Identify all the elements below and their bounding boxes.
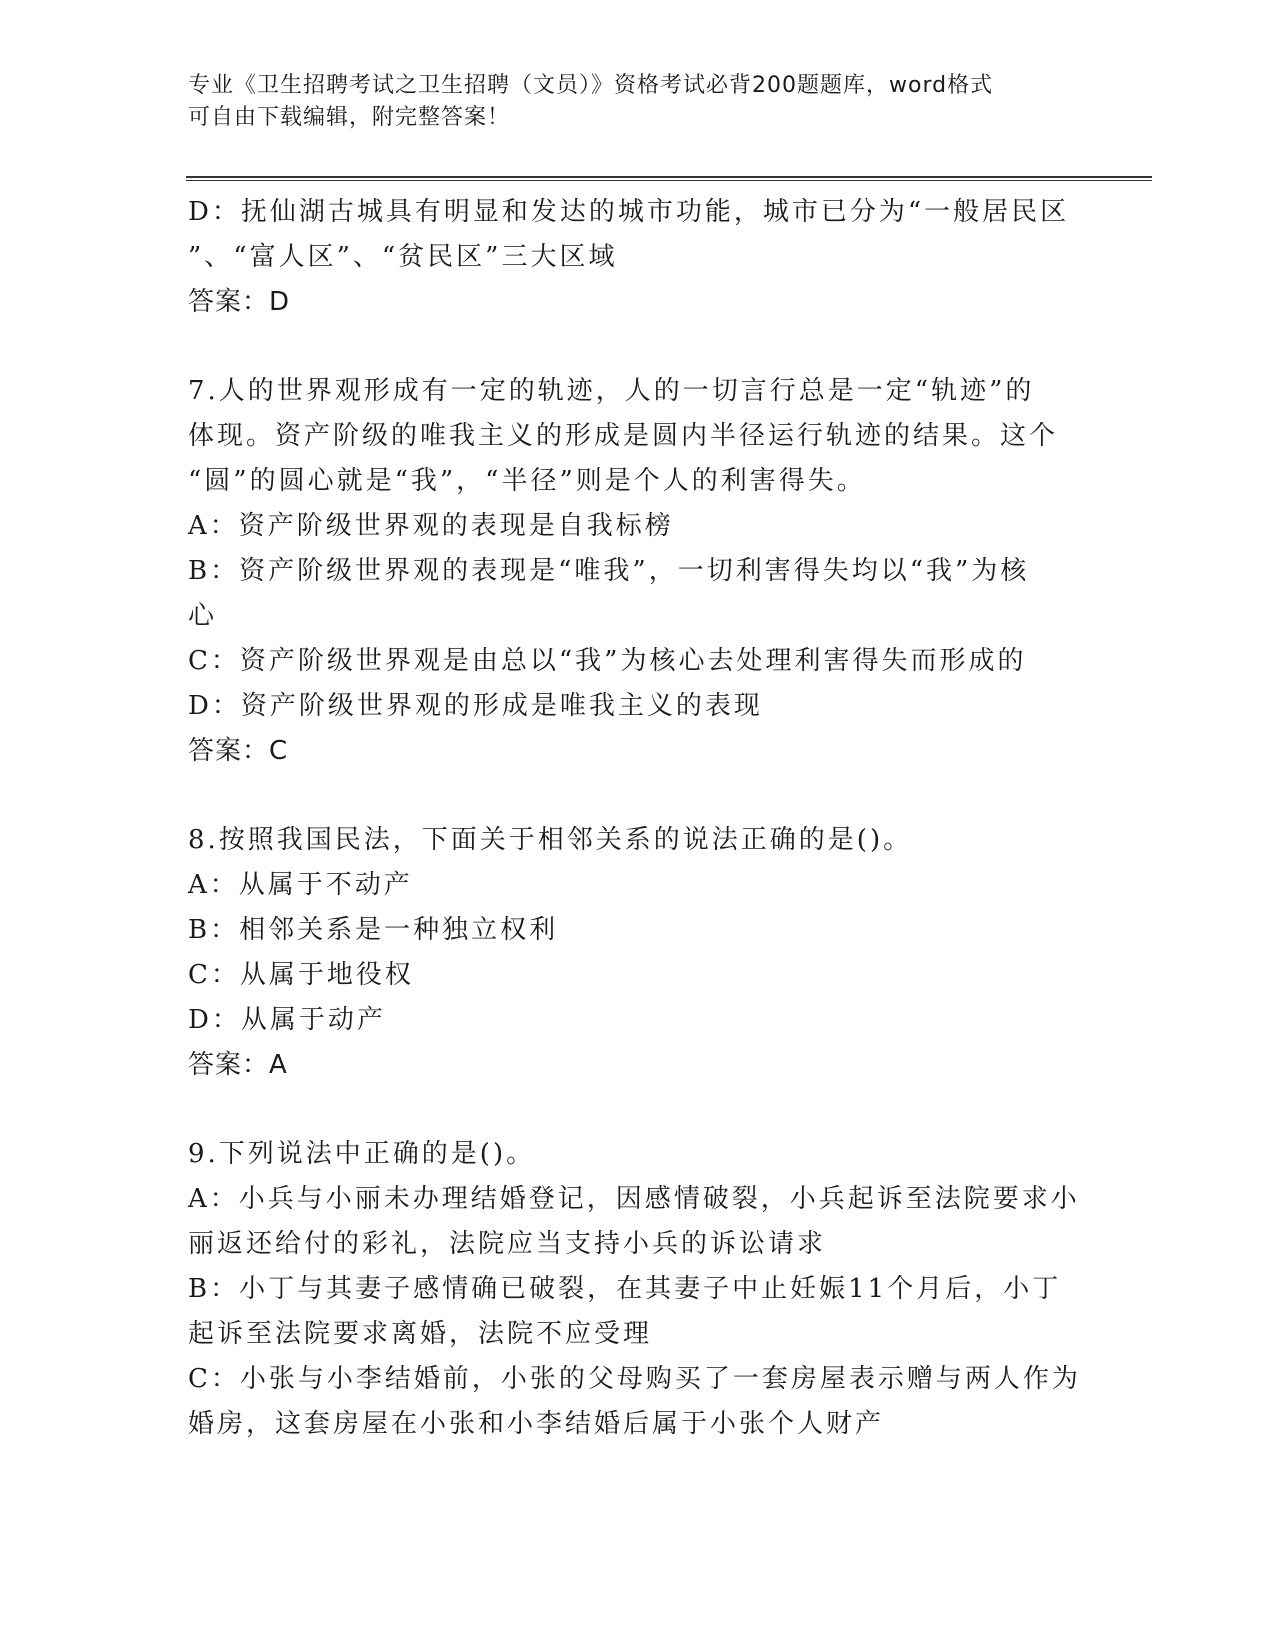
answer-line: 答案：D: [188, 287, 291, 317]
answer-line: 答案：C: [188, 736, 289, 766]
option-a: A：资产阶级世界观的表现是自我标榜: [188, 511, 674, 541]
option-a: A：小兵与小丽未办理结婚登记，因感情破裂，小兵起诉至法院要求小: [188, 1184, 1080, 1214]
header-line-2: 可自由下载编辑，附完整答案！: [188, 105, 511, 130]
answer-line: 答案：A: [188, 1050, 288, 1080]
option-d-line-cont: ”、“富人区”、“贫民区”三大区域: [188, 242, 618, 272]
option-c-cont: 婚房，这套房屋在小张和小李结婚后属于小张个人财产: [188, 1409, 885, 1439]
question-text: 8.按照我国民法，下面关于相邻关系的说法正确的是()。: [188, 825, 913, 855]
question-text: 9.下列说法中正确的是()。: [188, 1139, 536, 1169]
option-b-cont: 起诉至法院要求离婚，法院不应受理: [188, 1319, 653, 1349]
option-c: C：资产阶级世界观是由总以“我”为核心去处理利害得失而形成的: [188, 646, 1027, 676]
option-a: A：从属于不动产: [188, 870, 413, 900]
option-c: C：小张与小李结婚前，小张的父母购买了一套房屋表示赠与两人作为: [188, 1364, 1081, 1394]
question-block-8: [188, 818, 1088, 1088]
option-d: D：资产阶级世界观的形成是唯我主义的表现: [188, 691, 763, 721]
option-b: B：资产阶级世界观的表现是“唯我”，一切利害得失均以“我”为核: [188, 556, 1030, 586]
document-body: [188, 190, 1088, 1447]
option-b-cont: 心: [188, 601, 218, 631]
document-header: [188, 70, 1088, 134]
header-line-1: 专业《卫生招聘考试之卫生招聘（文员）》资格考试必背200题题库，word格式: [188, 73, 994, 98]
option-b: B：相邻关系是一种独立权利: [188, 915, 559, 945]
option-c: C：从属于地役权: [188, 960, 414, 990]
question-text-cont: 体现。资产阶级的唯我主义的形成是圆内半径运行轨迹的结果。这个: [188, 421, 1059, 451]
question-block-7: [188, 369, 1088, 774]
question-block-9: [188, 1132, 1088, 1447]
question-block-6-tail: [188, 190, 1088, 325]
question-text-cont: “圆”的圆心就是“我”，“半径”则是个人的利害得失。: [188, 466, 866, 496]
option-d: D：从属于动产: [188, 1005, 386, 1035]
option-b: B：小丁与其妻子感情确已破裂，在其妻子中止妊娠11个月后，小丁: [188, 1274, 1062, 1304]
header-divider: [186, 176, 1152, 181]
option-a-cont: 丽返还给付的彩礼，法院应当支持小兵的诉讼请求: [188, 1229, 827, 1259]
question-text: 7.人的世界观形成有一定的轨迹，人的一切言行总是一定“轨迹”的: [188, 376, 1035, 406]
option-d-line: D：抚仙湖古城具有明显和发达的城市功能，城市已分为“一般居民区: [188, 197, 1070, 227]
